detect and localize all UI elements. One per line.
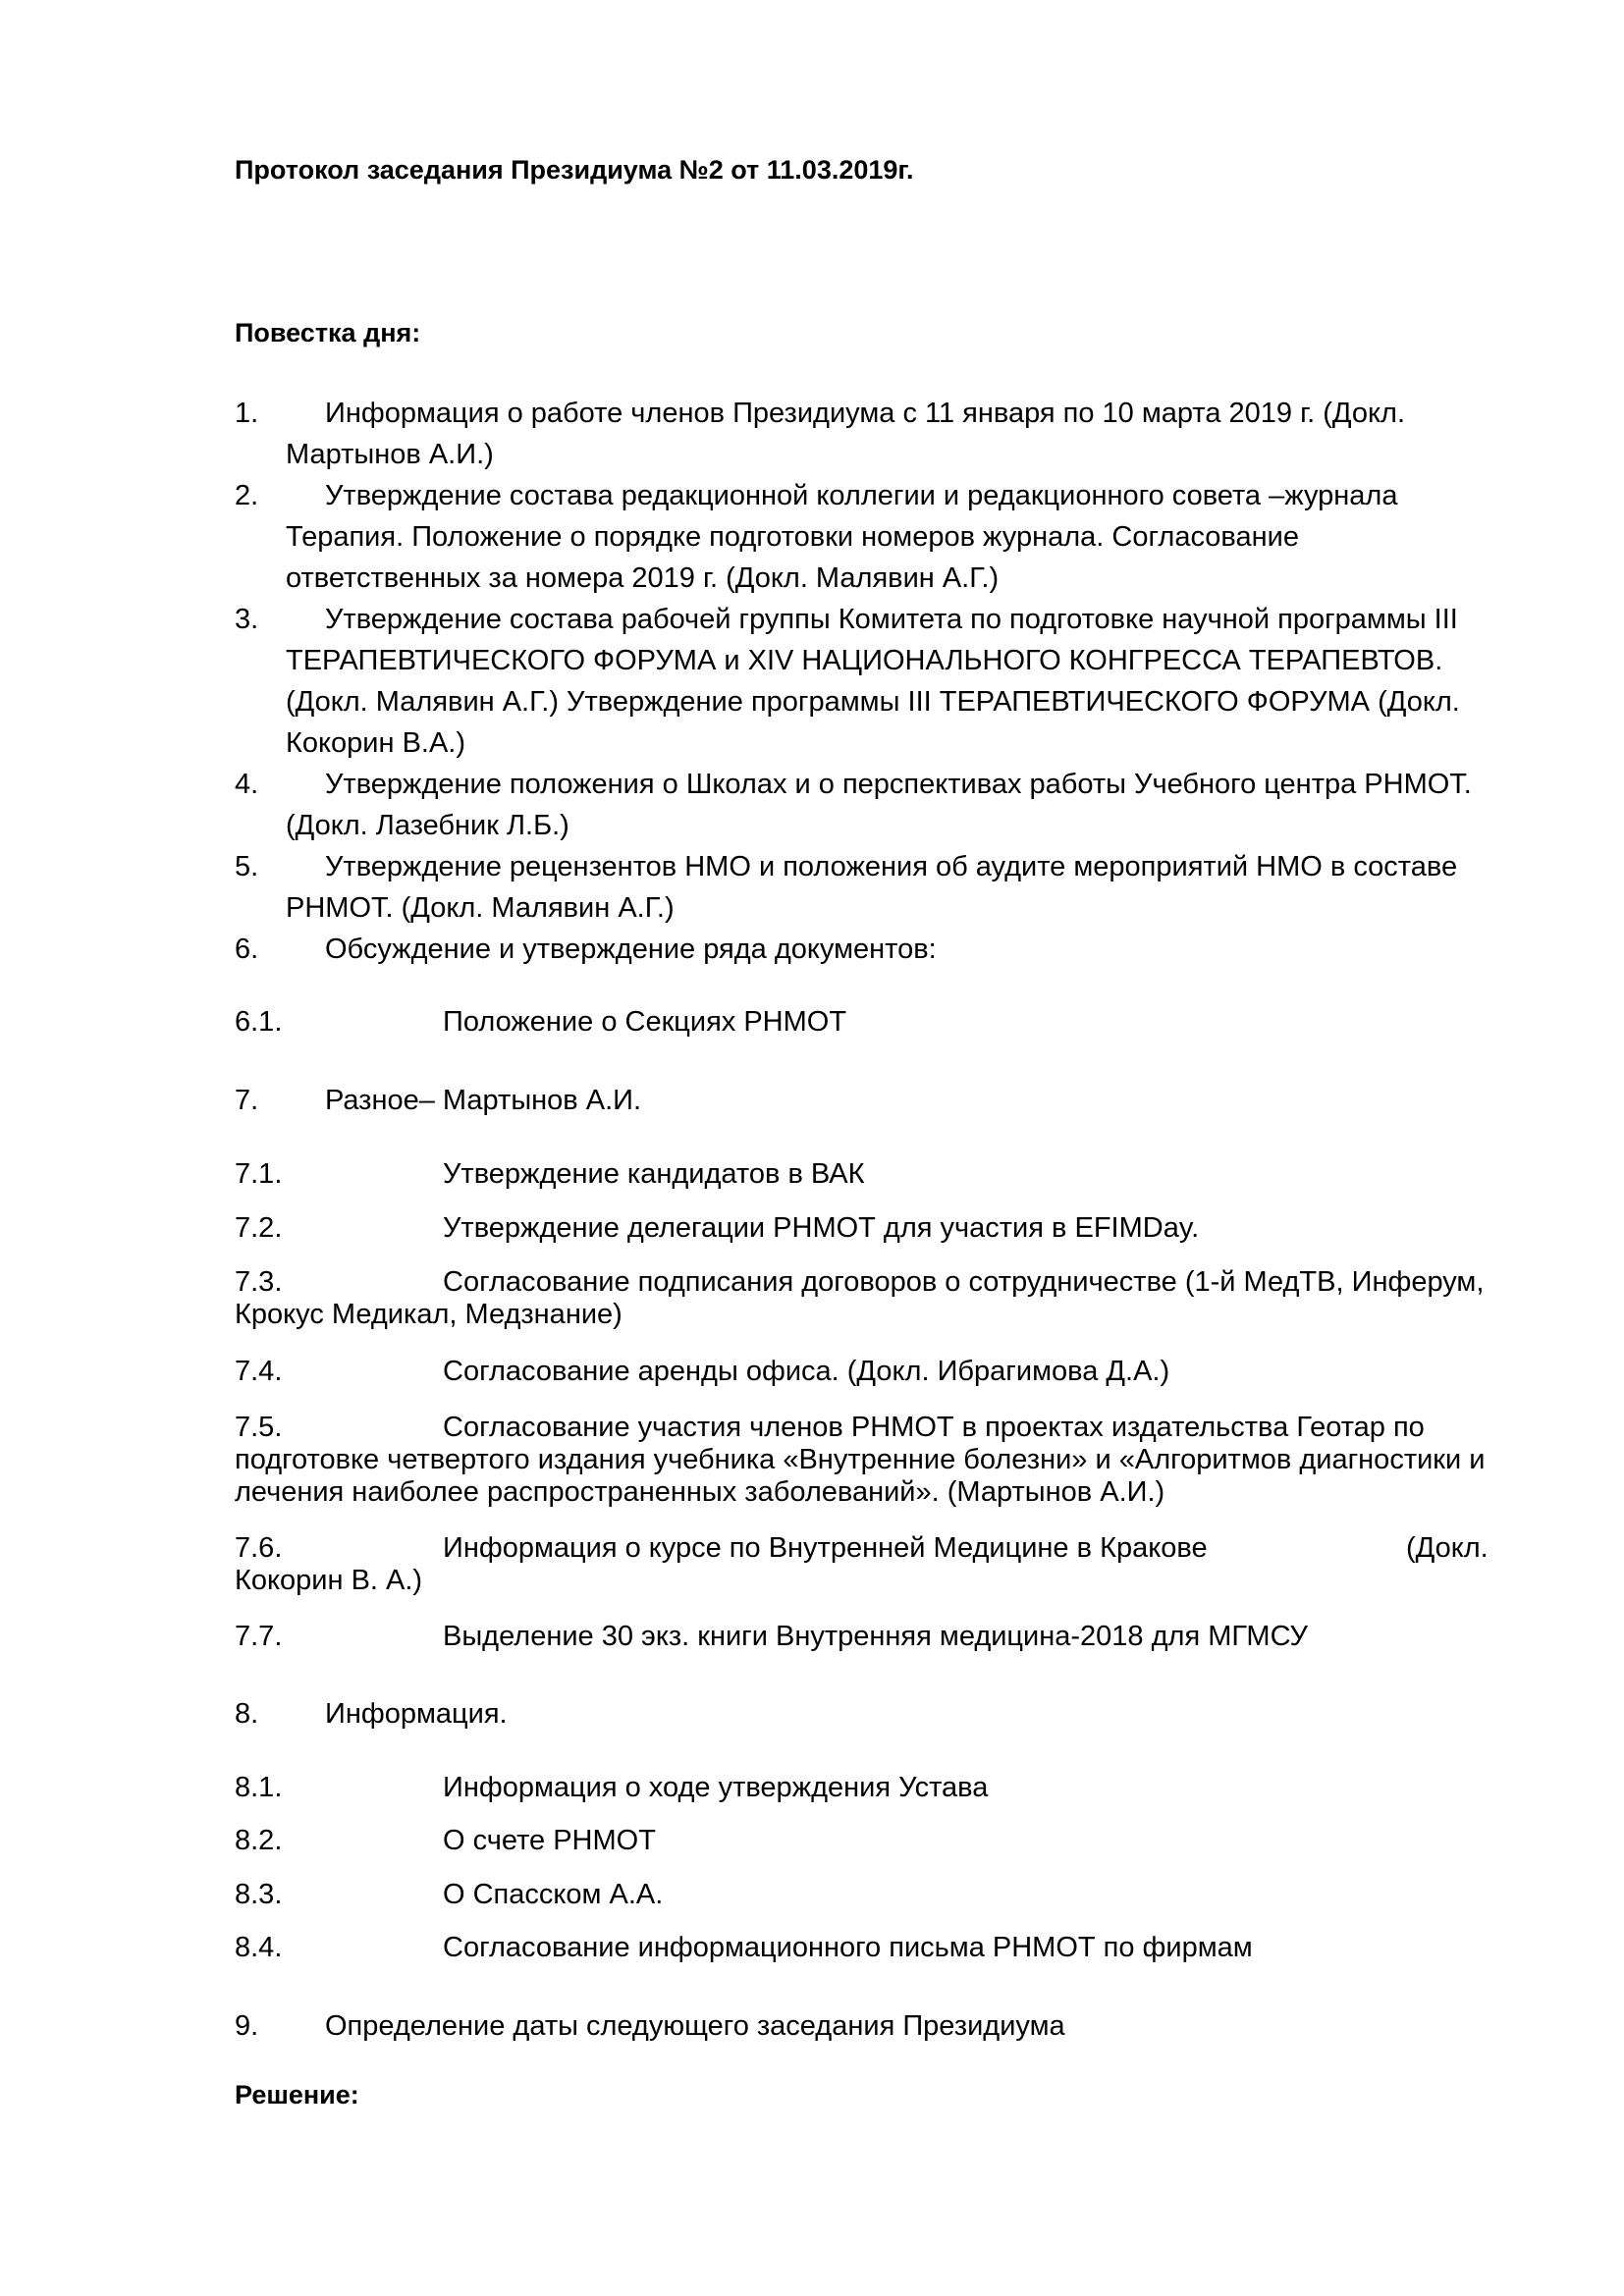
subitem-text: Согласование информационного письма РНМОТ по фирмам [443,1932,1253,1963]
agenda-item-text: Разное– Мартынов А.И. [325,1085,642,1116]
subitem-text-continued: лечения наиболее распространенных заболеваний». (Мартынов А.И.) [235,1476,1165,1508]
subitem-number: 7.6. [235,1532,283,1564]
subitem-text: Положение о Секциях РНМОТ [443,1006,847,1038]
subitem-text: Утверждение делегации РНМОТ для участия в EFIMDay. [443,1212,1200,1244]
agenda-item-text-continued: РНМОТ. (Докл. Малявин А.Г.) [286,892,675,924]
subitem-number: 6.1. [235,1006,283,1038]
subitem-number: 8.1. [235,1772,283,1803]
agenda-item-text-continued: Кокорин В.А.) [286,727,466,759]
agenda-item-text-continued: (Докл. Лазебник Л.Б.) [286,810,569,841]
subitem-text: Утверждение кандидатов в ВАК [443,1158,865,1190]
subitem-text-continued: подготовке четвертого издания учебника «Внутренние болезни» и «Алгоритмов диагностики и [235,1444,1486,1475]
agenda-item-text: Информация о работе членов Президиума с 11 января по 10 марта 2019 г. (Докл. [325,398,1406,429]
agenda-item-text-continued: ответственных за номера 2019 г. (Докл. Малявин А.Г.) [286,562,1000,594]
subitem-number: 7.7. [235,1621,283,1652]
subitem-number: 7.4. [235,1356,283,1387]
agenda-item-number: 3. [235,604,259,635]
agenda-item-text-continued: Терапия. Положение о порядке подготовки номеров журнала. Согласование [286,521,1299,553]
document-title: Протокол заседания Президиума №2 от 11.03.2019г. [235,155,914,185]
agenda-item-text: Утверждение рецензентов НМО и положения об аудите мероприятий НМО в составе [325,851,1458,882]
subitem-number: 7.2. [235,1212,283,1244]
agenda-item-number: 2. [235,480,259,511]
subitem-text-continued: Кокорин В. А.) [235,1565,423,1596]
agenda-item-number: 7. [235,1085,259,1116]
agenda-item-number: 1. [235,398,259,429]
subitem-text-continued: Крокус Медикал, Медзнание) [235,1299,623,1330]
agenda-item-text-continued: ТЕРАПЕВТИЧЕСКОГО ФОРУМА и XIV НАЦИОНАЛЬНОГО КОНГРЕССА ТЕРАПЕВТОВ. [286,645,1443,676]
agenda-item-number: 9. [235,2010,259,2042]
subitem-number: 7.5. [235,1412,283,1443]
subitem-text: О счете РНМОТ [443,1825,656,1856]
agenda-item-text: Информация. [325,1698,508,1730]
agenda-item-text-continued: Мартынов А.И.) [286,439,494,470]
agenda-item-text: Утверждение положения о Школах и о перспективах работы Учебного центра РНМОТ. [325,769,1472,800]
subitem-text: Информация о ходе утверждения Устава [443,1772,989,1803]
subitem-text: О Спасском А.А. [443,1879,664,1910]
subitem-text: Согласование аренды офиса. (Докл. Ибрагимова Д.А.) [443,1356,1170,1387]
agenda-item-number: 4. [235,769,259,800]
agenda-item-number: 8. [235,1698,259,1730]
agenda-item-number: 5. [235,851,259,882]
subitem-text: Согласование участия членов РНМОТ в проектах издательства Геотар по [443,1412,1425,1443]
agenda-item-text: Утверждение состава рабочей группы Комитета по подготовке научной программы III [325,604,1458,635]
subitem-text: Информация о курсе по Внутренней Медицине в Кракове [443,1532,1208,1564]
subitem-number: 7.1. [235,1158,283,1190]
subitem-number: 8.4. [235,1932,283,1963]
agenda-item-text: Определение даты следующего заседания Президиума [325,2010,1065,2042]
decision-heading: Решение: [235,2080,359,2109]
subitem-number: 7.3. [235,1266,283,1298]
subitem-text-tail: (Докл. [1406,1532,1489,1564]
agenda-heading: Повестка дня: [235,318,421,347]
agenda-item-text: Утверждение состава редакционной коллегии и редакционного совета –журнала [325,480,1398,511]
agenda-item-text-continued: (Докл. Малявин А.Г.) Утверждение программы III ТЕРАПЕВТИЧЕСКОГО ФОРУМА (Докл. [286,686,1460,718]
agenda-item-number: 6. [235,934,259,965]
subitem-number: 8.3. [235,1879,283,1910]
subitem-number: 8.2. [235,1825,283,1856]
subitem-text: Выделение 30 экз. книги Внутренняя медицина-2018 для МГМСУ [443,1621,1308,1652]
agenda-item-text: Обсуждение и утверждение ряда документов: [325,934,937,965]
subitem-text: Согласование подписания договоров о сотрудничестве (1-й МедТВ, Инферум, [443,1266,1485,1298]
